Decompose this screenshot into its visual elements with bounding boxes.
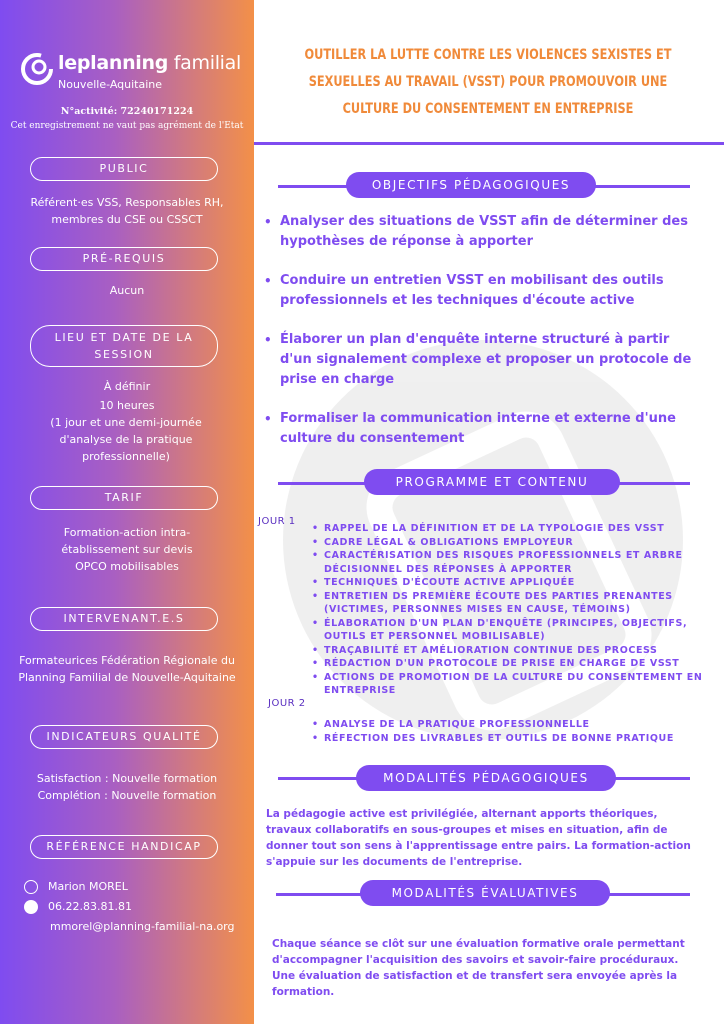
contact-name: Marion MOREL <box>48 880 128 893</box>
section-title-modalites-evaluatives: MODALITÉS ÉVALUATIVES <box>360 880 610 906</box>
logo-region: Nouvelle-Aquitaine <box>58 78 163 91</box>
section-title-intervenants: INTERVENANT.E.S <box>30 607 218 631</box>
programme-item: • RÉFECTION DES LIVRABLES ET OUTILS DE BONNE PRATIQUE <box>312 732 712 746</box>
contact-phone-row <box>24 900 132 914</box>
section-title-handicap: RÉFÉRENCE HANDICAP <box>30 835 218 859</box>
logo-wordmark: leplanning familial <box>58 52 241 74</box>
contact-name-row <box>24 880 128 894</box>
modalites-pedagogiques-text: La pédagogie active est privilégiée, alternant apports théoriques, travaux collaboratifs en sous-groupes et mises en situation, afin de donner tout son sens à l'apprentissage entre pairs. La formation-action s'appuie sur les documents de l'entreprise. <box>266 808 691 868</box>
intervenants-text: Formateurices Fédération Régionale du Planning Familial de Nouvelle-Aquitaine <box>18 654 236 684</box>
mail-icon <box>24 900 38 914</box>
contact-phone[interactable]: 06.22.83.81.81 <box>48 900 132 913</box>
enregistrement-note: Cet enregistrement ne vaut pas agrément de l'Etat <box>10 121 244 131</box>
page-title: OUTILLER LA LUTTE CONTRE LES VIOLENCES SEXISTES ET SEXUELLES AU TRAVAIL (VSST) POUR PROMOUVOIR UNE CULTURE DU CONSENTEMENT EN ENTREPRISE <box>304 47 672 117</box>
section-title-public: PUBLIC <box>30 157 218 181</box>
programme-item: • ENTRETIEN DS PREMIÈRE ÉCOUTE DES PARTIES PRENANTES (VICTIMES, PERSONNES MISES EN CAUSE, TÉMOINS) <box>312 590 712 617</box>
programme-item: • RÉDACTION D'UN PROTOCOLE DE PRISE EN CHARGE DE VSST <box>312 657 712 671</box>
objectif-item: • Conduire un entretien VSST en mobilisant des outils professionnels et les techniques d'écoute active <box>262 271 702 311</box>
jour2-list <box>312 718 712 745</box>
jour1-list <box>312 522 712 698</box>
programme-item: • TRAÇABILITÉ ET AMÉLIORATION CONTINUE DES PROCESS <box>312 644 712 658</box>
contact-email[interactable]: mmorel@planning-familial-na.org <box>50 920 235 933</box>
lieu-date-line-1: À définir <box>103 380 151 393</box>
section-title-objectifs: OBJECTIFS PÉDAGOGIQUES <box>346 172 596 198</box>
public-text: Référent·es VSS, Responsables RH, membres du CSE ou CSSCT <box>30 196 224 226</box>
title-divider <box>254 142 724 145</box>
modalites-evaluatives-text: Chaque séance se clôt sur une évaluation formative orale permettant d'accompagner l'acquisition des savoirs et savoir-faire procéduraux. Une évaluation de satisfaction et de transfert sera envoyée après la formation. <box>272 938 685 998</box>
indicateur-completion: Complétion : Nouvelle formation <box>37 789 217 802</box>
programme-item: • CADRE LÉGAL & OBLIGATIONS EMPLOYEUR <box>312 536 712 550</box>
section-title-programme: PROGRAMME ET CONTENU <box>364 469 620 495</box>
section-title-modalites-pedagogiques: MODALITÉS PÉDAGOGIQUES <box>356 765 616 791</box>
phone-icon <box>24 880 38 894</box>
tarif-text: Formation-action intra-établissement sur devis OPCO mobilisables <box>61 526 193 573</box>
sidebar <box>0 0 254 1024</box>
objectif-item: • Formaliser la communication interne et externe d'une culture du consentement <box>262 409 702 449</box>
planning-familial-logo <box>20 50 250 96</box>
lieu-date-line-3: (1 jour et une demi-journée d'analyse de la pratique professionnelle) <box>50 416 202 463</box>
programme-item: • CARACTÉRISATION DES RISQUES PROFESSIONNELS ET ARBRE DÉCISIONNEL DES RÉPONSES À APPORTER <box>312 549 712 576</box>
section-title-prerequis: PRÉ-REQUIS <box>30 247 218 271</box>
programme-item: • ÉLABORATION D'UN PLAN D'ENQUÊTE (PRINCIPES, OBJECTIFS, OUTILS ET PERSONNEL MOBILISABLE) <box>312 617 712 644</box>
lieu-date-line-2: 10 heures <box>99 399 155 412</box>
section-title-lieu-date: LIEU ET DATE DE LA SESSION <box>30 325 218 367</box>
section-title-tarif: TARIF <box>30 486 218 510</box>
programme-item: • ACTIONS DE PROMOTION DE LA CULTURE DU CONSENTEMENT EN ENTREPRISE <box>312 671 712 698</box>
jour2-label: JOUR 2 <box>268 698 306 709</box>
programme-item: • ANALYSE DE LA PRATIQUE PROFESSIONNELLE <box>312 718 712 732</box>
programme-item: • TECHNIQUES D'ÉCOUTE ACTIVE APPLIQUÉE <box>312 576 712 590</box>
numero-activite: N°activité: 72240171224 <box>60 106 194 117</box>
programme-item: • RAPPEL DE LA DÉFINITION ET DE LA TYPOLOGIE DES VSST <box>312 522 712 536</box>
indicateur-satisfaction: Satisfaction : Nouvelle formation <box>36 772 218 785</box>
objectif-item: • Analyser des situations de VSST afin de déterminer des hypothèses de réponse à apporter <box>262 212 702 252</box>
objectifs-list <box>262 212 702 468</box>
jour1-label: JOUR 1 <box>258 516 296 527</box>
section-title-indicateurs: INDICATEURS QUALITÉ <box>30 725 218 749</box>
objectif-item: • Élaborer un plan d'enquête interne structuré à partir d'un signalement complexe et proposer un protocole de prise en charge <box>262 330 702 390</box>
logo-mark-icon <box>20 52 54 86</box>
prerequis-text: Aucun <box>109 284 145 297</box>
